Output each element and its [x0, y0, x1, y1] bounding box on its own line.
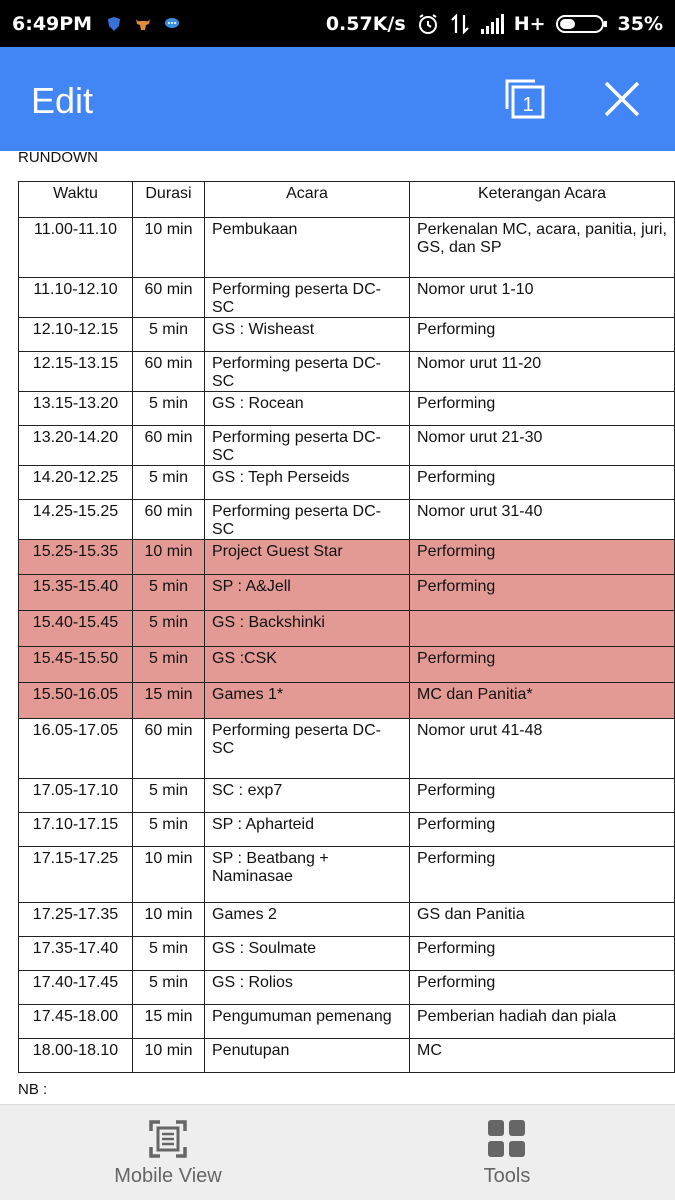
- cell-acara: Project Guest Star: [205, 540, 410, 575]
- status-time: 6:49PM: [12, 12, 93, 35]
- cell-waktu: 12.15-13.15: [19, 352, 133, 392]
- cell-durasi: 10 min: [133, 847, 205, 903]
- table-row: [19, 1039, 675, 1073]
- cell-keterangan: Nomor urut 1-10: [410, 278, 675, 318]
- table-row: [19, 318, 675, 352]
- cell-waktu: 15.50-16.05: [19, 683, 133, 719]
- header-waktu: Waktu: [19, 182, 133, 218]
- cell-durasi: 15 min: [133, 683, 205, 719]
- table-row: [19, 575, 675, 611]
- table-row: [19, 779, 675, 813]
- cell-acara: SP : Beatbang + Naminasae: [205, 847, 410, 903]
- cell-waktu: 13.15-13.20: [19, 392, 133, 426]
- cell-keterangan: GS dan Panitia: [410, 903, 675, 937]
- cell-waktu: 17.35-17.40: [19, 937, 133, 971]
- cell-keterangan: Performing: [410, 971, 675, 1005]
- tools-grid-icon: [487, 1119, 527, 1159]
- cell-durasi: 5 min: [133, 971, 205, 1005]
- cell-durasi: 5 min: [133, 318, 205, 352]
- tools-label: Tools: [483, 1165, 531, 1187]
- cell-durasi: 5 min: [133, 392, 205, 426]
- table-row: [19, 540, 675, 575]
- cell-durasi: 5 min: [133, 466, 205, 500]
- document-heading: RUNDOWN: [18, 151, 98, 166]
- cell-keterangan: Nomor urut 41-48: [410, 719, 675, 779]
- cell-keterangan: Performing: [410, 779, 675, 813]
- cell-acara: Performing peserta DC-SC: [205, 278, 410, 318]
- cell-waktu: 11.10-12.10: [19, 278, 133, 318]
- cell-acara: GS : Teph Perseids: [205, 466, 410, 500]
- cell-waktu: 12.10-12.15: [19, 318, 133, 352]
- cell-acara: Games 1*: [205, 683, 410, 719]
- cell-keterangan: Performing: [410, 813, 675, 847]
- header-acara: Acara: [205, 182, 410, 218]
- cell-durasi: 60 min: [133, 426, 205, 466]
- cell-acara: Penutupan: [205, 1039, 410, 1073]
- table-header-row: [19, 182, 675, 218]
- cell-keterangan: Performing: [410, 937, 675, 971]
- document-view[interactable]: [0, 151, 675, 1104]
- network-type: H+: [513, 12, 546, 35]
- table-row: [19, 683, 675, 719]
- table-row: [19, 971, 675, 1005]
- cell-acara: GS :CSK: [205, 647, 410, 683]
- cell-durasi: 60 min: [133, 719, 205, 779]
- table-row: [19, 903, 675, 937]
- note-label: NB :: [18, 1081, 48, 1098]
- tools-button[interactable]: [407, 1105, 607, 1201]
- cell-durasi: 10 min: [133, 218, 205, 278]
- table-row: [19, 426, 675, 466]
- cell-waktu: 15.35-15.40: [19, 575, 133, 611]
- cell-acara: GS : Soulmate: [205, 937, 410, 971]
- page-title: Edit: [31, 80, 94, 121]
- cell-keterangan: Performing: [410, 540, 675, 575]
- app-bar: [0, 47, 675, 151]
- cell-acara: GS : Rocean: [205, 392, 410, 426]
- alarm-icon: [416, 12, 440, 36]
- battery-icon: [556, 14, 608, 34]
- cell-durasi: 60 min: [133, 352, 205, 392]
- cell-acara: Performing peserta DC-SC: [205, 352, 410, 392]
- battery-level: 35%: [617, 12, 663, 35]
- cell-keterangan: Performing: [410, 466, 675, 500]
- pages-button[interactable]: [503, 77, 547, 121]
- cell-waktu: 14.20-12.25: [19, 466, 133, 500]
- cell-keterangan: Performing: [410, 647, 675, 683]
- table-row: [19, 466, 675, 500]
- table-row: [19, 937, 675, 971]
- cell-waktu: 17.45-18.00: [19, 1005, 133, 1039]
- cell-acara: SP : A&Jell: [205, 575, 410, 611]
- cell-keterangan: Nomor urut 21-30: [410, 426, 675, 466]
- cell-acara: SC : exp7: [205, 779, 410, 813]
- cell-waktu: 18.00-18.10: [19, 1039, 133, 1073]
- cell-waktu: 17.10-17.15: [19, 813, 133, 847]
- cell-durasi: 10 min: [133, 903, 205, 937]
- cell-acara: Pembukaan: [205, 218, 410, 278]
- mobile-view-label: Mobile View: [114, 1165, 222, 1187]
- notification-icons: [106, 16, 180, 32]
- copy-pages-icon: [503, 77, 547, 121]
- cell-durasi: 60 min: [133, 278, 205, 318]
- header-keterangan: Keterangan Acara: [410, 182, 675, 218]
- cell-waktu: 11.00-11.10: [19, 218, 133, 278]
- cell-acara: GS : Rolios: [205, 971, 410, 1005]
- cell-waktu: 14.25-15.25: [19, 500, 133, 540]
- rundown-table: [18, 181, 675, 1073]
- rundown-body: [19, 218, 675, 1073]
- network-speed: 0.57K/s: [325, 12, 406, 35]
- close-icon: [600, 77, 644, 121]
- table-row: [19, 611, 675, 647]
- table-row: [19, 278, 675, 318]
- cell-durasi: 5 min: [133, 779, 205, 813]
- cell-keterangan: Performing: [410, 847, 675, 903]
- cell-durasi: 5 min: [133, 937, 205, 971]
- cell-keterangan: Nomor urut 31-40: [410, 500, 675, 540]
- cell-durasi: 10 min: [133, 540, 205, 575]
- cell-waktu: 13.20-14.20: [19, 426, 133, 466]
- cell-keterangan: Nomor urut 11-20: [410, 352, 675, 392]
- cell-waktu: 16.05-17.05: [19, 719, 133, 779]
- cell-keterangan: MC dan Panitia*: [410, 683, 675, 719]
- mobile-view-button[interactable]: [68, 1105, 268, 1201]
- table-row: [19, 1005, 675, 1039]
- cell-keterangan: Perkenalan MC, acara, panitia, juri, GS, dan SP: [410, 218, 675, 278]
- cell-waktu: 15.25-15.35: [19, 540, 133, 575]
- table-row: [19, 847, 675, 903]
- table-row: [19, 500, 675, 540]
- cell-waktu: 17.40-17.45: [19, 971, 133, 1005]
- cell-durasi: 60 min: [133, 500, 205, 540]
- cell-durasi: 15 min: [133, 1005, 205, 1039]
- cell-keterangan: MC: [410, 1039, 675, 1073]
- table-row: [19, 813, 675, 847]
- header-durasi: Durasi: [133, 182, 205, 218]
- table-row: [19, 218, 675, 278]
- shield-icon: [106, 16, 122, 32]
- close-button[interactable]: [600, 77, 644, 121]
- cell-keterangan: Performing: [410, 575, 675, 611]
- mobile-view-icon: [148, 1119, 188, 1159]
- cell-waktu: 17.15-17.25: [19, 847, 133, 903]
- table-row: [19, 647, 675, 683]
- cell-acara: GS : Wisheast: [205, 318, 410, 352]
- cell-waktu: 15.45-15.50: [19, 647, 133, 683]
- status-bar: [0, 0, 675, 47]
- cell-keterangan: Performing: [410, 392, 675, 426]
- cell-acara: SP : Apharteid: [205, 813, 410, 847]
- cell-durasi: 5 min: [133, 813, 205, 847]
- cell-durasi: 5 min: [133, 611, 205, 647]
- cell-waktu: 17.25-17.35: [19, 903, 133, 937]
- cell-acara: GS : Backshinki: [205, 611, 410, 647]
- table-row: [19, 392, 675, 426]
- cell-acara: Games 2: [205, 903, 410, 937]
- table-row: [19, 719, 675, 779]
- cell-acara: Performing peserta DC-SC: [205, 719, 410, 779]
- cell-durasi: 10 min: [133, 1039, 205, 1073]
- bottom-bar: [0, 1104, 675, 1200]
- cell-acara: Performing peserta DC-SC: [205, 426, 410, 466]
- cell-keterangan: Pemberian hadiah dan piala: [410, 1005, 675, 1039]
- pages-count: 1: [522, 94, 534, 116]
- cell-acara: Performing peserta DC-SC: [205, 500, 410, 540]
- cell-durasi: 5 min: [133, 575, 205, 611]
- data-transfer-icon: [450, 13, 470, 35]
- cell-keterangan: [410, 611, 675, 647]
- bull-icon: [134, 16, 152, 32]
- chat-icon: [164, 16, 180, 32]
- signal-icon: [480, 14, 504, 34]
- cell-waktu: 15.40-15.45: [19, 611, 133, 647]
- table-row: [19, 352, 675, 392]
- cell-durasi: 5 min: [133, 647, 205, 683]
- cell-waktu: 17.05-17.10: [19, 779, 133, 813]
- cell-acara: Pengumuman pemenang: [205, 1005, 410, 1039]
- cell-keterangan: Performing: [410, 318, 675, 352]
